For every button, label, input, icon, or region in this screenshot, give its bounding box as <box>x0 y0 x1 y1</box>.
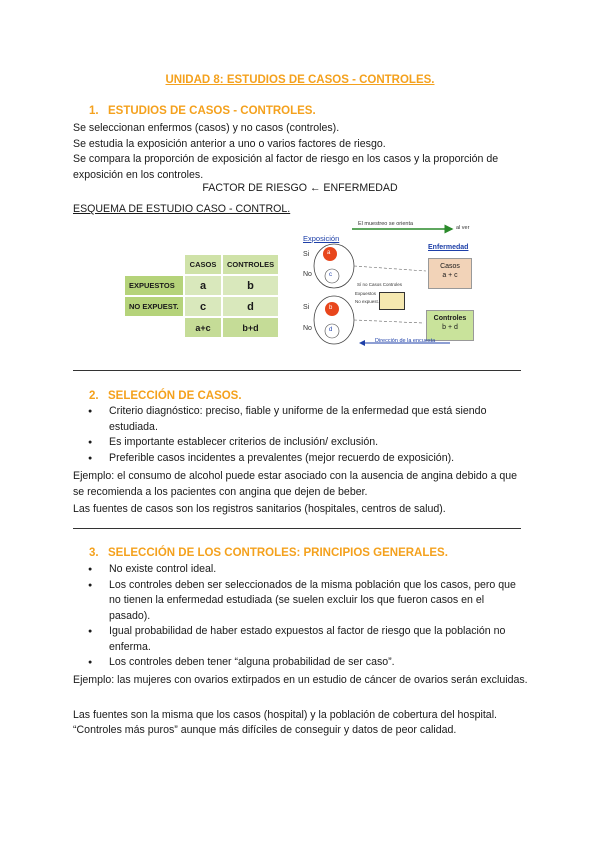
section-1-number: 1. <box>89 105 99 117</box>
section-2-number: 2. <box>89 390 99 402</box>
casos-box-formula: a + c <box>442 272 458 279</box>
table-totals-row <box>125 318 278 337</box>
si-label: Si <box>303 251 310 258</box>
cell-d: d <box>223 297 278 316</box>
table-row <box>125 276 278 295</box>
si-label: Si <box>303 304 310 311</box>
no-label: No <box>303 325 312 332</box>
circle-c <box>325 269 339 283</box>
section-1-heading <box>89 105 316 117</box>
case-control-diagram <box>300 220 480 350</box>
section-2-title: SELECCIÓN DE CASOS. <box>108 390 242 402</box>
list-item: ● Es importante establecer criterios de inclusión/ exclusión. <box>73 435 528 451</box>
mini-table <box>379 292 405 310</box>
exposicion-label: Exposición <box>303 234 340 243</box>
table-header-controles: CONTROLES <box>223 255 278 274</box>
list-item: ● No existe control ideal. <box>73 562 528 578</box>
section-3-purest: “Controles más puros” aunque más difíciles de conseguir y datos de peor calidad. <box>73 724 457 736</box>
formula-line: FACTOR DE RIESGO ← ENFERMEDAD <box>202 182 398 194</box>
paragraph-line: Se estudia la exposición anterior a uno o varios factores de riesgo. <box>73 137 386 150</box>
list-item: ● Los controles deben tener “alguna probabilidad de ser caso”. <box>73 655 528 671</box>
table-row <box>125 297 278 316</box>
section-2-heading <box>89 390 242 402</box>
cell-c: c <box>185 297 221 316</box>
controles-box-formula: b + d <box>442 324 458 331</box>
section-1-title: ESTUDIOS DE CASOS - CONTROLES. <box>108 105 316 117</box>
mini-table-row-noexp: No expuest. <box>355 299 380 304</box>
casos-box <box>428 258 472 289</box>
circle-a-label: a <box>327 250 331 256</box>
enfermedad-label: Enfermedad <box>428 244 469 251</box>
controles-box <box>426 310 474 341</box>
case-control-table <box>123 253 280 339</box>
table-header-casos: CASOS <box>185 255 221 274</box>
table-header-row <box>125 255 278 274</box>
no-label: No <box>303 271 312 278</box>
sampling-label-end: al ver <box>456 225 470 231</box>
section-3-bullets <box>73 562 528 671</box>
scheme-title: ESQUEMA DE ESTUDIO CASO - CONTROL. <box>73 203 291 215</box>
list-item: ● Criterio diagnóstico: preciso, fiable y uniforme de la enfermedad que está siendo estudiada. <box>73 404 528 435</box>
casos-link <box>354 266 426 271</box>
paragraph-line: Se seleccionan enfermos (casos) y no casos (controles). <box>73 122 340 134</box>
page-title: UNIDAD 8: ESTUDIOS DE CASOS - CONTROLES. <box>165 74 435 86</box>
divider <box>73 370 521 371</box>
section-3-heading <box>89 547 448 559</box>
list-item: ● Preferible casos incidentes a prevalentes (mejor recuerdo de exposición). <box>73 451 528 467</box>
total-controles: b+d <box>223 318 278 337</box>
section-2-sources: Las fuentes de casos son los registros sanitarios (hospitales, centros de salud). <box>73 503 446 515</box>
section-3-title: SELECCIÓN DE LOS CONTROLES: PRINCIPIOS GENERALES. <box>108 547 448 559</box>
divider <box>73 528 521 529</box>
mini-table-header: Sí no Casos Controles <box>357 282 403 287</box>
paragraph-line: Se compara la proporción de exposición al factor de riesgo en los casos y la proporción de exposición en los controles. <box>73 153 499 181</box>
controles-box-label: Controles <box>433 315 467 322</box>
row-label-expuestos: EXPUESTOS <box>125 276 183 295</box>
circle-d-label: d <box>329 327 333 333</box>
sampling-label: El muestreo se orienta <box>358 221 414 227</box>
section-3-sources: Las fuentes son la misma que los casos (hospital) y la población de cobertura del hospital. <box>73 709 497 721</box>
controles-link <box>354 320 424 323</box>
cell-b: b <box>223 276 278 295</box>
section-3-example: Ejemplo: las mujeres con ovarios extirpados en un estudio de cáncer de ovarios serán excluidas. <box>73 674 528 686</box>
mini-table-row-exp: Expuestos <box>355 291 377 296</box>
circle-c-label: c <box>329 272 332 278</box>
survey-direction-label: Dirección de la encuesta <box>375 338 436 344</box>
list-item: ● Los controles deben ser seleccionados de la misma población que los casos, pero que no tienen la enfermedad estudiada (se suelen excluir los que fueron casos en el pasado). <box>73 578 528 625</box>
section-3-number: 3. <box>89 547 99 559</box>
casos-box-label: Casos <box>440 263 460 270</box>
section-2-example: Ejemplo: el consumo de alcohol puede estar asociado con la ausencia de angina debido a que se recomienda a los pacientes con angina que dejen de beber. <box>73 470 518 498</box>
section-1-text <box>73 121 528 183</box>
cell-a: a <box>185 276 221 295</box>
circle-b-label: b <box>329 305 333 311</box>
section-2-bullets <box>73 404 528 466</box>
list-item: ● Igual probabilidad de haber estado expuestos al factor de riesgo que la población no enferma. <box>73 624 528 655</box>
total-casos: a+c <box>185 318 221 337</box>
row-label-no-expuestos: NO EXPUEST. <box>125 297 183 316</box>
